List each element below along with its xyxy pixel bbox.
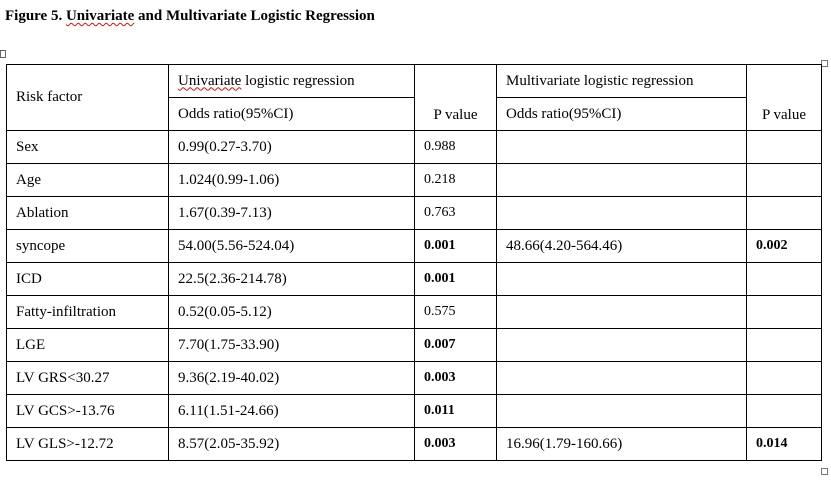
cell-multivariate-p[interactable] (747, 296, 822, 329)
header-multivariate-or[interactable]: Odds ratio(95%CI) (497, 98, 747, 131)
table-row (7, 164, 822, 197)
table-row (7, 428, 822, 461)
cell-risk-factor[interactable]: LV GCS>-13.76 (7, 395, 169, 428)
cell-risk-factor[interactable]: syncope (7, 230, 169, 263)
table-row (7, 329, 822, 362)
cell-multivariate-p[interactable] (747, 329, 822, 362)
cell-univariate-or[interactable]: 6.11(1.51-24.66) (169, 395, 415, 428)
cell-univariate-p[interactable]: 0.001 (415, 263, 497, 296)
cell-univariate-p[interactable]: 0.001 (415, 230, 497, 263)
cell-univariate-p[interactable]: 0.011 (415, 395, 497, 428)
header-multivariate-group[interactable]: Multivariate logistic regression (497, 65, 747, 98)
table-row (7, 197, 822, 230)
cell-risk-factor[interactable]: LV GLS>-12.72 (7, 428, 169, 461)
cell-multivariate-p[interactable] (747, 395, 822, 428)
table-row (7, 263, 822, 296)
table-row (7, 395, 822, 428)
cell-multivariate-p[interactable] (747, 197, 822, 230)
cell-multivariate-or[interactable] (497, 131, 747, 164)
table-resize-handle-top[interactable] (821, 60, 828, 67)
cell-multivariate-or[interactable] (497, 362, 747, 395)
cell-risk-factor[interactable]: Sex (7, 131, 169, 164)
cell-univariate-or[interactable]: 1.67(0.39-7.13) (169, 197, 415, 230)
cell-multivariate-or[interactable] (497, 329, 747, 362)
title-rest: and Multivariate Logistic Regression (134, 8, 375, 24)
cell-multivariate-or[interactable]: 16.96(1.79-160.66) (497, 428, 747, 461)
page-title (5, 8, 375, 25)
cell-multivariate-p[interactable] (747, 164, 822, 197)
cell-univariate-or[interactable]: 0.99(0.27-3.70) (169, 131, 415, 164)
cell-univariate-or[interactable]: 1.024(0.99-1.06) (169, 164, 415, 197)
cell-risk-factor[interactable]: ICD (7, 263, 169, 296)
header-risk-factor[interactable]: Risk factor (7, 65, 169, 131)
table-row (7, 362, 822, 395)
cell-multivariate-p[interactable]: 0.014 (747, 428, 822, 461)
cell-multivariate-or[interactable] (497, 296, 747, 329)
cell-univariate-or[interactable]: 8.57(2.05-35.92) (169, 428, 415, 461)
cell-univariate-or[interactable]: 9.36(2.19-40.02) (169, 362, 415, 395)
regression-table (6, 64, 822, 461)
cell-multivariate-p[interactable]: 0.002 (747, 230, 822, 263)
table-row (7, 230, 822, 263)
table-row (7, 296, 822, 329)
cell-univariate-or[interactable]: 7.70(1.75-33.90) (169, 329, 415, 362)
cell-univariate-p[interactable]: 0.575 (415, 296, 497, 329)
cell-risk-factor[interactable]: Age (7, 164, 169, 197)
cell-univariate-p[interactable]: 0.007 (415, 329, 497, 362)
cell-multivariate-or[interactable] (497, 164, 747, 197)
cell-risk-factor[interactable]: LGE (7, 329, 169, 362)
header-univariate-underlined: Univariate (178, 72, 242, 89)
header-univariate-group[interactable] (169, 65, 415, 98)
header-univariate-rest: logistic regression (241, 72, 355, 89)
cell-multivariate-p[interactable] (747, 131, 822, 164)
cell-univariate-p[interactable]: 0.003 (415, 362, 497, 395)
header-row-group (7, 65, 822, 98)
cell-univariate-or[interactable]: 22.5(2.36-214.78) (169, 263, 415, 296)
cell-univariate-p[interactable]: 0.988 (415, 131, 497, 164)
cell-univariate-or[interactable]: 54.00(5.56-524.04) (169, 230, 415, 263)
cell-multivariate-p[interactable] (747, 362, 822, 395)
title-spellcheck-word: Univariate (65, 8, 135, 24)
header-multivariate-p[interactable]: P value (747, 65, 822, 131)
cell-univariate-p[interactable]: 0.218 (415, 164, 497, 197)
table-row (7, 131, 822, 164)
cell-risk-factor[interactable]: Ablation (7, 197, 169, 230)
cell-multivariate-p[interactable] (747, 263, 822, 296)
cell-univariate-or[interactable]: 0.52(0.05-5.12) (169, 296, 415, 329)
cell-risk-factor[interactable]: Fatty-infiltration (7, 296, 169, 329)
table-resize-handle-bottom[interactable] (821, 468, 828, 475)
title-prefix: Figure 5. (5, 8, 63, 24)
cell-univariate-p[interactable]: 0.763 (415, 197, 497, 230)
cell-multivariate-or[interactable] (497, 395, 747, 428)
cell-risk-factor[interactable]: LV GRS<30.27 (7, 362, 169, 395)
cell-univariate-p[interactable]: 0.003 (415, 428, 497, 461)
cell-multivariate-or[interactable] (497, 263, 747, 296)
cell-multivariate-or[interactable] (497, 197, 747, 230)
header-univariate-or[interactable]: Odds ratio(95%CI) (169, 98, 415, 131)
table-anchor-icon[interactable] (0, 50, 6, 58)
cell-multivariate-or[interactable]: 48.66(4.20-564.46) (497, 230, 747, 263)
header-univariate-p[interactable]: P value (415, 65, 497, 131)
